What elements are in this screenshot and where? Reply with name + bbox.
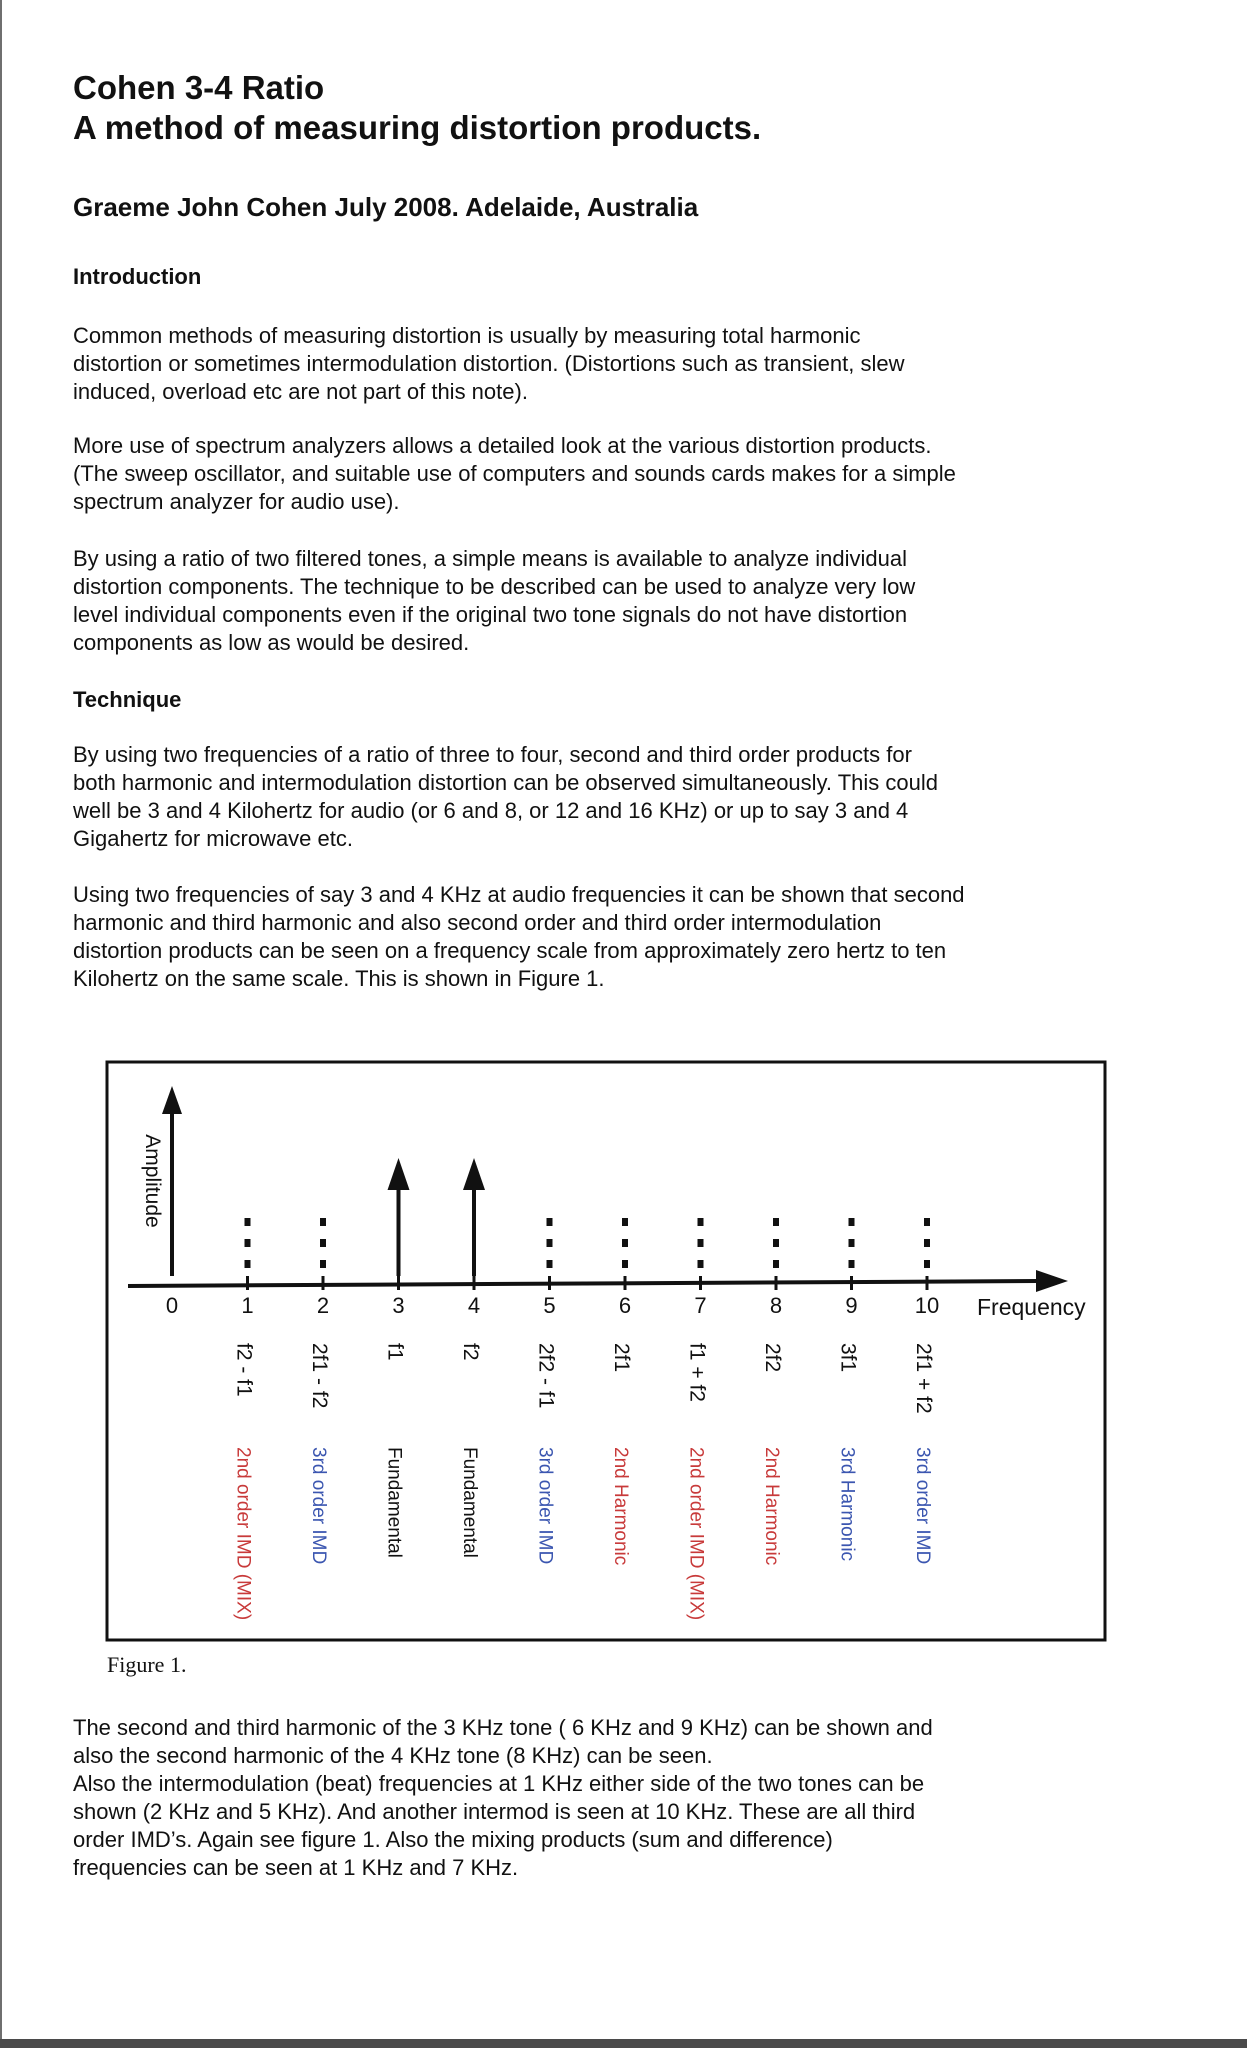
product-marker-dash bbox=[924, 1260, 930, 1268]
component-description: 2nd order IMD (MIX) bbox=[685, 1447, 707, 1621]
product-marker-dash bbox=[698, 1260, 704, 1268]
section-heading-introduction: Introduction bbox=[73, 264, 202, 289]
fundamental-arrowhead bbox=[388, 1158, 410, 1190]
text-line: spectrum analyzer for audio use). bbox=[73, 489, 400, 514]
product-marker-dash bbox=[849, 1218, 855, 1226]
text-line: also the second harmonic of the 4 KHz tone (8 KHz) can be seen. bbox=[73, 1743, 713, 1768]
product-marker-dash bbox=[773, 1239, 779, 1247]
text-line: frequencies can be seen at 1 KHz and 7 KHz. bbox=[73, 1855, 519, 1880]
component-description: 3rd order IMD bbox=[912, 1447, 933, 1565]
y-axis-arrowhead bbox=[162, 1086, 182, 1114]
component-expression: 2f1 bbox=[610, 1343, 633, 1373]
component-expression: 2f1 + f2 bbox=[912, 1343, 935, 1414]
component-expression: 3f1 bbox=[836, 1343, 860, 1373]
author-line: Graeme John Cohen July 2008. Adelaide, Australia bbox=[73, 192, 699, 222]
component-expression: 2f1 - f2 bbox=[308, 1343, 331, 1409]
product-marker-dash bbox=[622, 1218, 628, 1226]
component-expression: f1 bbox=[383, 1343, 407, 1361]
component-expression: f2 bbox=[459, 1343, 482, 1361]
product-marker-dash bbox=[773, 1218, 779, 1226]
product-marker-dash bbox=[320, 1218, 326, 1226]
text-line: well be 3 and 4 Kilohertz for audio (or 6 and 8, or 12 and 16 KHz) or up to say 3 and 4 bbox=[73, 798, 909, 823]
text-line: distortion products can be seen on a frequency scale from approximately zero hertz to ten bbox=[73, 938, 947, 963]
component-expression: f1 + f2 bbox=[685, 1343, 709, 1402]
x-axis-arrowhead bbox=[1036, 1270, 1068, 1292]
figure-frame bbox=[107, 1062, 1105, 1640]
product-marker-dash bbox=[924, 1218, 930, 1226]
product-marker-dash bbox=[773, 1260, 779, 1268]
tick-label: 1 bbox=[241, 1293, 254, 1318]
tick-label: 9 bbox=[845, 1293, 858, 1318]
component-expression: 2f2 bbox=[761, 1343, 784, 1373]
text-line: More use of spectrum analyzers allows a detailed look at the various distortion products. bbox=[73, 433, 932, 458]
product-marker-dash bbox=[245, 1218, 251, 1226]
component-description: 3rd order IMD bbox=[308, 1447, 329, 1565]
product-marker-dash bbox=[547, 1218, 553, 1226]
product-marker-dash bbox=[547, 1239, 553, 1247]
text-line: The second and third harmonic of the 3 KHz tone ( 6 KHz and 9 KHz) can be shown and bbox=[73, 1715, 933, 1740]
product-marker-dash bbox=[320, 1260, 326, 1268]
product-marker-dash bbox=[849, 1239, 855, 1247]
component-description: Fundamental bbox=[383, 1447, 405, 1558]
text-line: Gigahertz for microwave etc. bbox=[73, 826, 353, 851]
text-line: By using a ratio of two filtered tones, a simple means is available to analyze individual bbox=[73, 546, 908, 571]
paragraph-6 bbox=[73, 1714, 1073, 1882]
text-line: Using two frequencies of say 3 and 4 KHz at audio frequencies it can be shown that second bbox=[73, 882, 965, 907]
text-line: order IMD’s. Again see figure 1. Also the mixing products (sum and difference) bbox=[73, 1827, 833, 1852]
product-marker-dash bbox=[924, 1239, 930, 1247]
component-description: 3rd order IMD bbox=[534, 1447, 556, 1565]
component-expression: f2 - f1 bbox=[232, 1343, 256, 1397]
tick-label: 7 bbox=[694, 1293, 707, 1318]
x-axis-label: Frequency bbox=[977, 1294, 1086, 1320]
text-line: shown (2 KHz and 5 KHz). And another intermod is seen at 10 KHz. These are all third bbox=[73, 1799, 916, 1824]
component-description: 3rd Harmonic bbox=[836, 1447, 858, 1562]
text-line: distortion components. The technique to be described can be used to analyze very low bbox=[73, 574, 916, 599]
y-axis-label: Amplitude bbox=[141, 1134, 164, 1228]
text-line: Common methods of measuring distortion is usually by measuring total harmonic bbox=[73, 323, 861, 348]
product-marker-dash bbox=[698, 1218, 704, 1226]
text-line: Kilohertz on the same scale. This is shown in Figure 1. bbox=[73, 966, 605, 991]
figure-caption: Figure 1. bbox=[107, 1652, 187, 1677]
product-marker-dash bbox=[849, 1260, 855, 1268]
text-line: By using two frequencies of a ratio of three to four, second and third order products for bbox=[73, 742, 912, 767]
tick-label: 3 bbox=[392, 1293, 405, 1318]
product-marker-dash bbox=[622, 1239, 628, 1247]
text-line: both harmonic and intermodulation distortion can be observed simultaneously. This could bbox=[73, 770, 939, 795]
title-line-2: A method of measuring distortion products. bbox=[73, 109, 762, 146]
product-marker-dash bbox=[698, 1239, 704, 1247]
product-marker-dash bbox=[622, 1260, 628, 1268]
text-line: components as low as would be desired. bbox=[73, 630, 470, 655]
text-line: distortion or sometimes intermodulation distortion. (Distortions such as transient, slew bbox=[73, 351, 905, 376]
product-marker-dash bbox=[245, 1239, 251, 1247]
component-expression: 2f2 - f1 bbox=[534, 1343, 558, 1409]
product-marker-dash bbox=[320, 1239, 326, 1247]
product-marker-dash bbox=[245, 1260, 251, 1268]
component-description: 2nd order IMD (MIX) bbox=[232, 1447, 254, 1621]
section-heading-technique: Technique bbox=[73, 687, 182, 712]
text-line: (The sweep oscillator, and suitable use of computers and sounds cards makes for a simple bbox=[73, 461, 956, 486]
text-line: level individual components even if the original two tone signals do not have distortion bbox=[73, 602, 908, 627]
tick-label: 8 bbox=[769, 1293, 783, 1318]
title-line-1: Cohen 3-4 Ratio bbox=[73, 69, 325, 106]
x-axis-line bbox=[128, 1281, 1038, 1286]
component-description: 2nd Harmonic bbox=[610, 1447, 631, 1566]
component-description: 2nd Harmonic bbox=[761, 1447, 782, 1566]
tick-label: 6 bbox=[618, 1293, 632, 1318]
text-line: induced, overload etc are not part of this note). bbox=[73, 379, 528, 404]
tick-label: 0 bbox=[165, 1293, 179, 1318]
tick-label: 10 bbox=[914, 1293, 940, 1318]
product-marker-dash bbox=[547, 1260, 553, 1268]
tick-label: 4 bbox=[467, 1293, 481, 1318]
tick-label: 5 bbox=[543, 1293, 556, 1318]
component-description: Fundamental bbox=[459, 1447, 480, 1558]
text-line: Also the intermodulation (beat) frequencies at 1 KHz either side of the two tones can be bbox=[73, 1771, 925, 1796]
tick-label: 2 bbox=[316, 1293, 330, 1318]
fundamental-arrowhead bbox=[463, 1158, 485, 1190]
text-line: harmonic and third harmonic and also second order and third order intermodulation bbox=[73, 910, 882, 935]
